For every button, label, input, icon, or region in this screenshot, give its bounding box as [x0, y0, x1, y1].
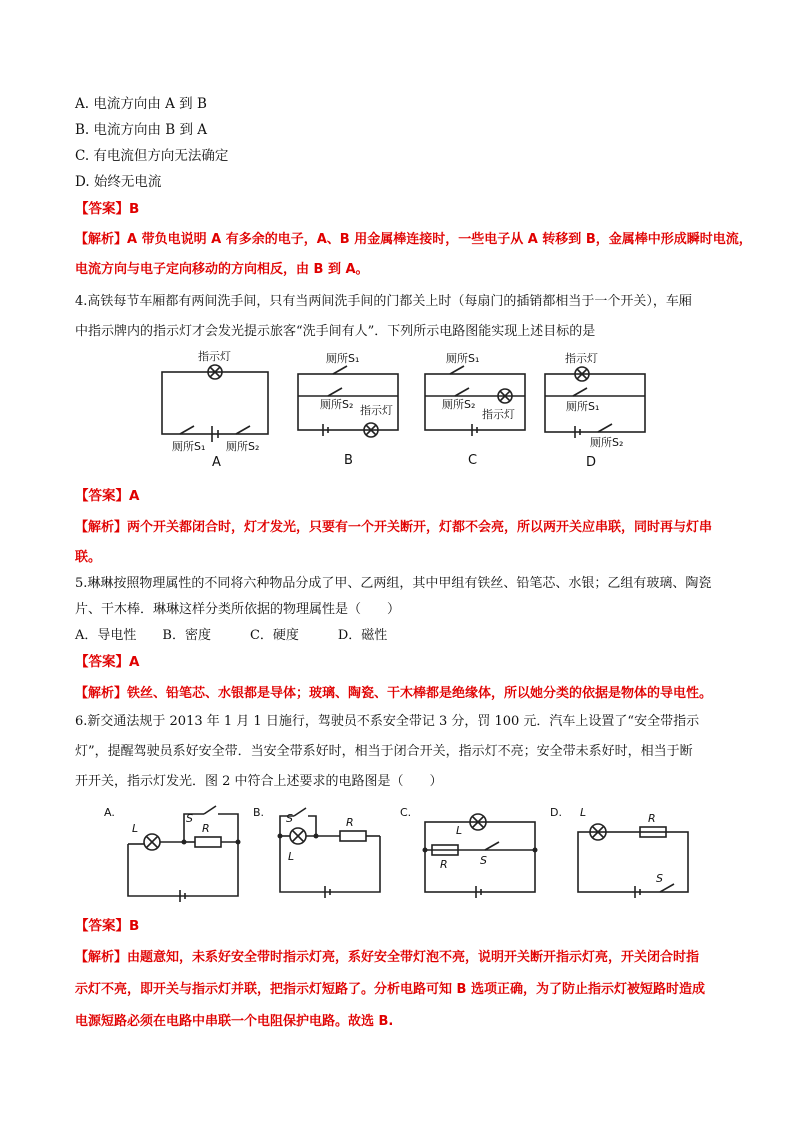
q5-stem-line-1: 5.琳琳按照物理属性的不同将六种物品分成了甲、乙两组，其中甲组有铁丝、铅笔芯、水银；乙组有玻璃、陶瓷: [75, 576, 712, 591]
q6-stem-line-2: 灯”，提醒驾驶员系好安全带．当安全带系好时，相当于闭合开关，指示灯不亮；安全带未系好时，相当于断: [75, 744, 693, 759]
q4-analysis-line-1: 【解析】两个开关都闭合时，灯才发光，只要有一个开关断开，灯都不会亮，所以两开关应串联，同时再与灯串: [75, 520, 713, 535]
q3-option-b: B. 电流方向由 B 到 A: [75, 122, 208, 138]
q3-analysis-line-1: 【解析】A 带负电说明 A 有多余的电子，A、B 用金属棒连接时，一些电子从 A 转移到 B，金属棒中形成瞬时电流，: [75, 232, 752, 247]
q6-a-resistor-r: R: [202, 822, 210, 835]
q4-stem-line-2: 中指示牌内的指示灯才会发光提示旅客“洗手间有人”．下列所示电路图能实现上述目标的是: [75, 324, 596, 339]
q6-d-lamp-l: L: [580, 806, 587, 819]
q6-stem-line-1: 6.新交通法规于 2013 年 1 月 1 日施行，驾驶员不系安全带记 3 分，罚 100 元．汽车上设置了“安全带指示: [75, 714, 700, 729]
q6-a-switch-s: S: [186, 812, 193, 825]
q6-analysis-line-3: 电源短路必须在电路中串联一个电阻保护电路。故选 B.: [75, 1014, 394, 1029]
q6-circuit-diagrams: [100, 802, 700, 912]
q6-a-lamp-l: L: [132, 822, 139, 835]
q6-letter-a: A.: [104, 806, 115, 819]
q4-b-s1-label: 厕所S₁: [326, 352, 360, 365]
q3-option-a: A. 电流方向由 A 到 B: [75, 96, 207, 112]
q4-d-lamp-label: 指示灯: [565, 352, 598, 365]
q6-d-switch-s: S: [656, 872, 663, 885]
q3-analysis-line-2: 电流方向与电子定向移动的方向相反，由 B 到 A。: [75, 262, 369, 277]
q5-analysis: 【解析】铁丝、铅笔芯、水银都是导体；玻璃、陶瓷、干木棒都是绝缘体，所以她分类的依据是物体的导电性。: [75, 686, 713, 701]
q6-c-lamp-l: L: [456, 824, 463, 837]
q6-stem-line-3: 开开关，指示灯发光．图 2 中符合上述要求的电路图是（ ）: [75, 774, 443, 789]
q4-stem-line-1: 4.高铁每节车厢都有两间洗手间，只有当两间洗手间的门都关上时（每扇门的插销都相当于一个开关），车厢: [75, 294, 692, 309]
q6-letter-c: C.: [400, 806, 412, 819]
q4-c-s1-label: 厕所S₁: [446, 352, 480, 365]
q4-c-lamp-label: 指示灯: [482, 408, 515, 421]
q6-b-resistor-r: R: [346, 816, 354, 829]
q4-letter-b: B: [344, 453, 353, 468]
q5-answer: 【答案】A: [75, 654, 140, 670]
q4-letter-c: C: [468, 453, 478, 468]
q6-analysis-line-2: 示灯不亮，即开关与指示灯并联，把指示灯短路了。分析电路可知 B 选项正确，为了防止指示灯被短路时造成: [75, 982, 705, 997]
q6-c-switch-s: S: [480, 854, 487, 867]
q3-answer: 【答案】B: [75, 201, 140, 217]
q4-circuit-diagrams: [150, 346, 650, 472]
q5-options: A．导电性 B．密度 C．硬度 D．磁性: [75, 628, 388, 643]
q4-letter-d: D: [586, 455, 597, 470]
q4-a-s1-label: 厕所S₁: [172, 440, 206, 453]
q4-analysis-line-2: 联。: [75, 550, 102, 565]
q4-letter-a: A: [212, 455, 221, 470]
q6-b-lamp-l: L: [288, 850, 295, 863]
q4-d-s2-label: 厕所S₂: [590, 436, 624, 449]
q6-answer: 【答案】B: [75, 918, 140, 934]
q4-a-lamp-label: 指示灯: [198, 350, 231, 363]
q3-option-c: C. 有电流但方向无法确定: [75, 148, 229, 164]
q4-answer: 【答案】A: [75, 488, 140, 504]
q5-stem-line-2: 片、干木棒．琳琳这样分类所依据的物理属性是（ ）: [75, 602, 401, 617]
q3-option-d: D. 始终无电流: [75, 174, 162, 190]
q6-b-switch-s: S: [286, 812, 293, 825]
q4-b-lamp-label: 指示灯: [360, 404, 393, 417]
q6-letter-b: B.: [253, 806, 265, 819]
q4-d-s1-label: 厕所S₁: [566, 400, 600, 413]
q4-b-s2-label: 厕所S₂: [320, 398, 354, 411]
q4-c-s2-label: 厕所S₂: [442, 398, 476, 411]
q4-a-s2-label: 厕所S₂: [226, 440, 260, 453]
q6-d-resistor-r: R: [648, 812, 656, 825]
q6-c-resistor-r: R: [440, 858, 448, 871]
q6-letter-d: D.: [550, 806, 562, 819]
q6-analysis-line-1: 【解析】由题意知，未系好安全带时指示灯亮，系好安全带灯泡不亮，说明开关断开指示灯亮，开关闭合时指: [75, 950, 700, 965]
